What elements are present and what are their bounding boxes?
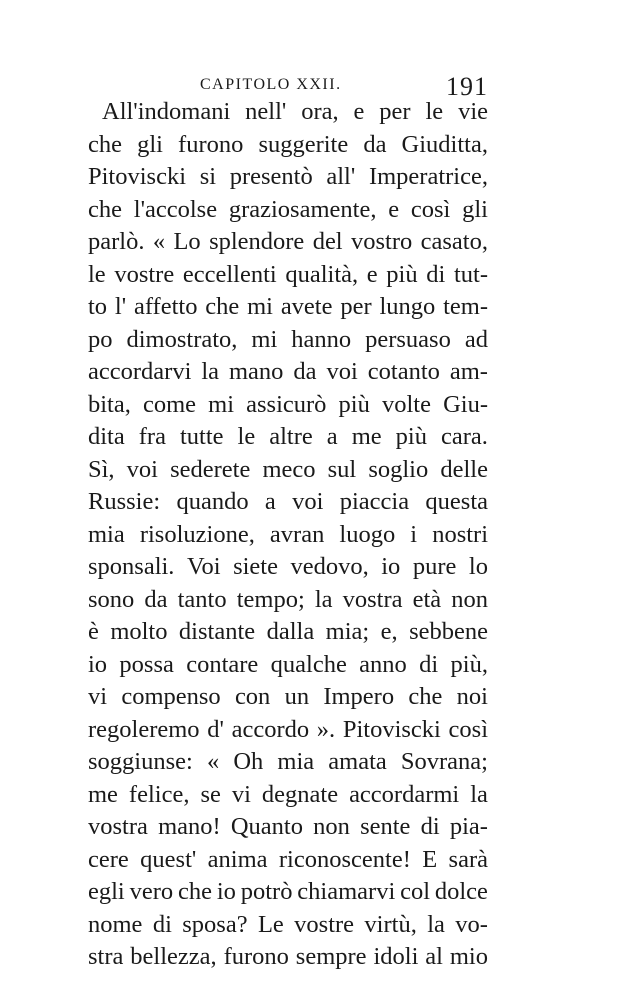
text-line: All'indomani nell' ora, e per le vie: [102, 98, 488, 125]
running-head: CAPITOLO XXII.: [200, 76, 342, 93]
text-line: io possa contare qualche anno di più,: [88, 650, 488, 678]
text-line: bita, come mi assicurò più volte Giu-: [88, 390, 488, 418]
text-line: stra bellezza, furono sempre idoli al mio: [88, 943, 488, 970]
text-line: me felice, se vi degnate accordarmi la: [88, 780, 488, 808]
text-line: po dimostrato, mi hanno persuaso ad: [88, 325, 488, 353]
text-line: le vostre eccellenti qualità, e più di tut-: [88, 260, 488, 288]
text-line: è molto distante dalla mia; e, sebbene: [88, 618, 488, 645]
text-line: accordarvi la mano da voi cotanto am-: [88, 358, 488, 385]
text-line: regoleremo d' accordo ». Pitoviscki così: [88, 715, 488, 743]
page-number: 191: [446, 72, 488, 101]
text-line: sponsali. Voi siete vedovo, io pure lo: [88, 553, 488, 580]
text-line: mia risoluzione, avran luogo i nostri: [88, 520, 488, 548]
body-text: [88, 96, 488, 974]
text-line: soggiunse: « Oh mia amata Sovrana;: [88, 748, 488, 775]
text-line: Sì, voi sederete meco sul soglio delle: [88, 455, 488, 483]
text-line: nome di sposa? Le vostre virtù, la vo-: [88, 910, 488, 938]
text-line: sono da tanto tempo; la vostra età non: [88, 585, 488, 613]
text-line: dita fra tutte le altre a me più cara.: [88, 423, 488, 450]
text-line: che l'accolse graziosamente, e così gli: [88, 195, 488, 223]
text-line: Pitoviscki si presentò all' Imperatrice,: [88, 163, 488, 190]
text-line: cere quest' anima riconoscente! E sarà: [88, 845, 488, 873]
text-line: che gli furono suggerite da Giuditta,: [88, 130, 488, 158]
text-line: egli vero che io potrò chiamarvi col dolce: [88, 878, 488, 905]
text-line: vostra mano! Quanto non sente di pia-: [88, 813, 488, 840]
text-line: to l' affetto che mi avete per lungo tem-: [88, 293, 488, 320]
text-line: parlò. « Lo splendore del vostro casato,: [88, 228, 488, 255]
text-line: vi compenso con un Impero che noi: [88, 683, 488, 710]
text-line: Russie: quando a voi piaccia questa: [88, 488, 488, 515]
